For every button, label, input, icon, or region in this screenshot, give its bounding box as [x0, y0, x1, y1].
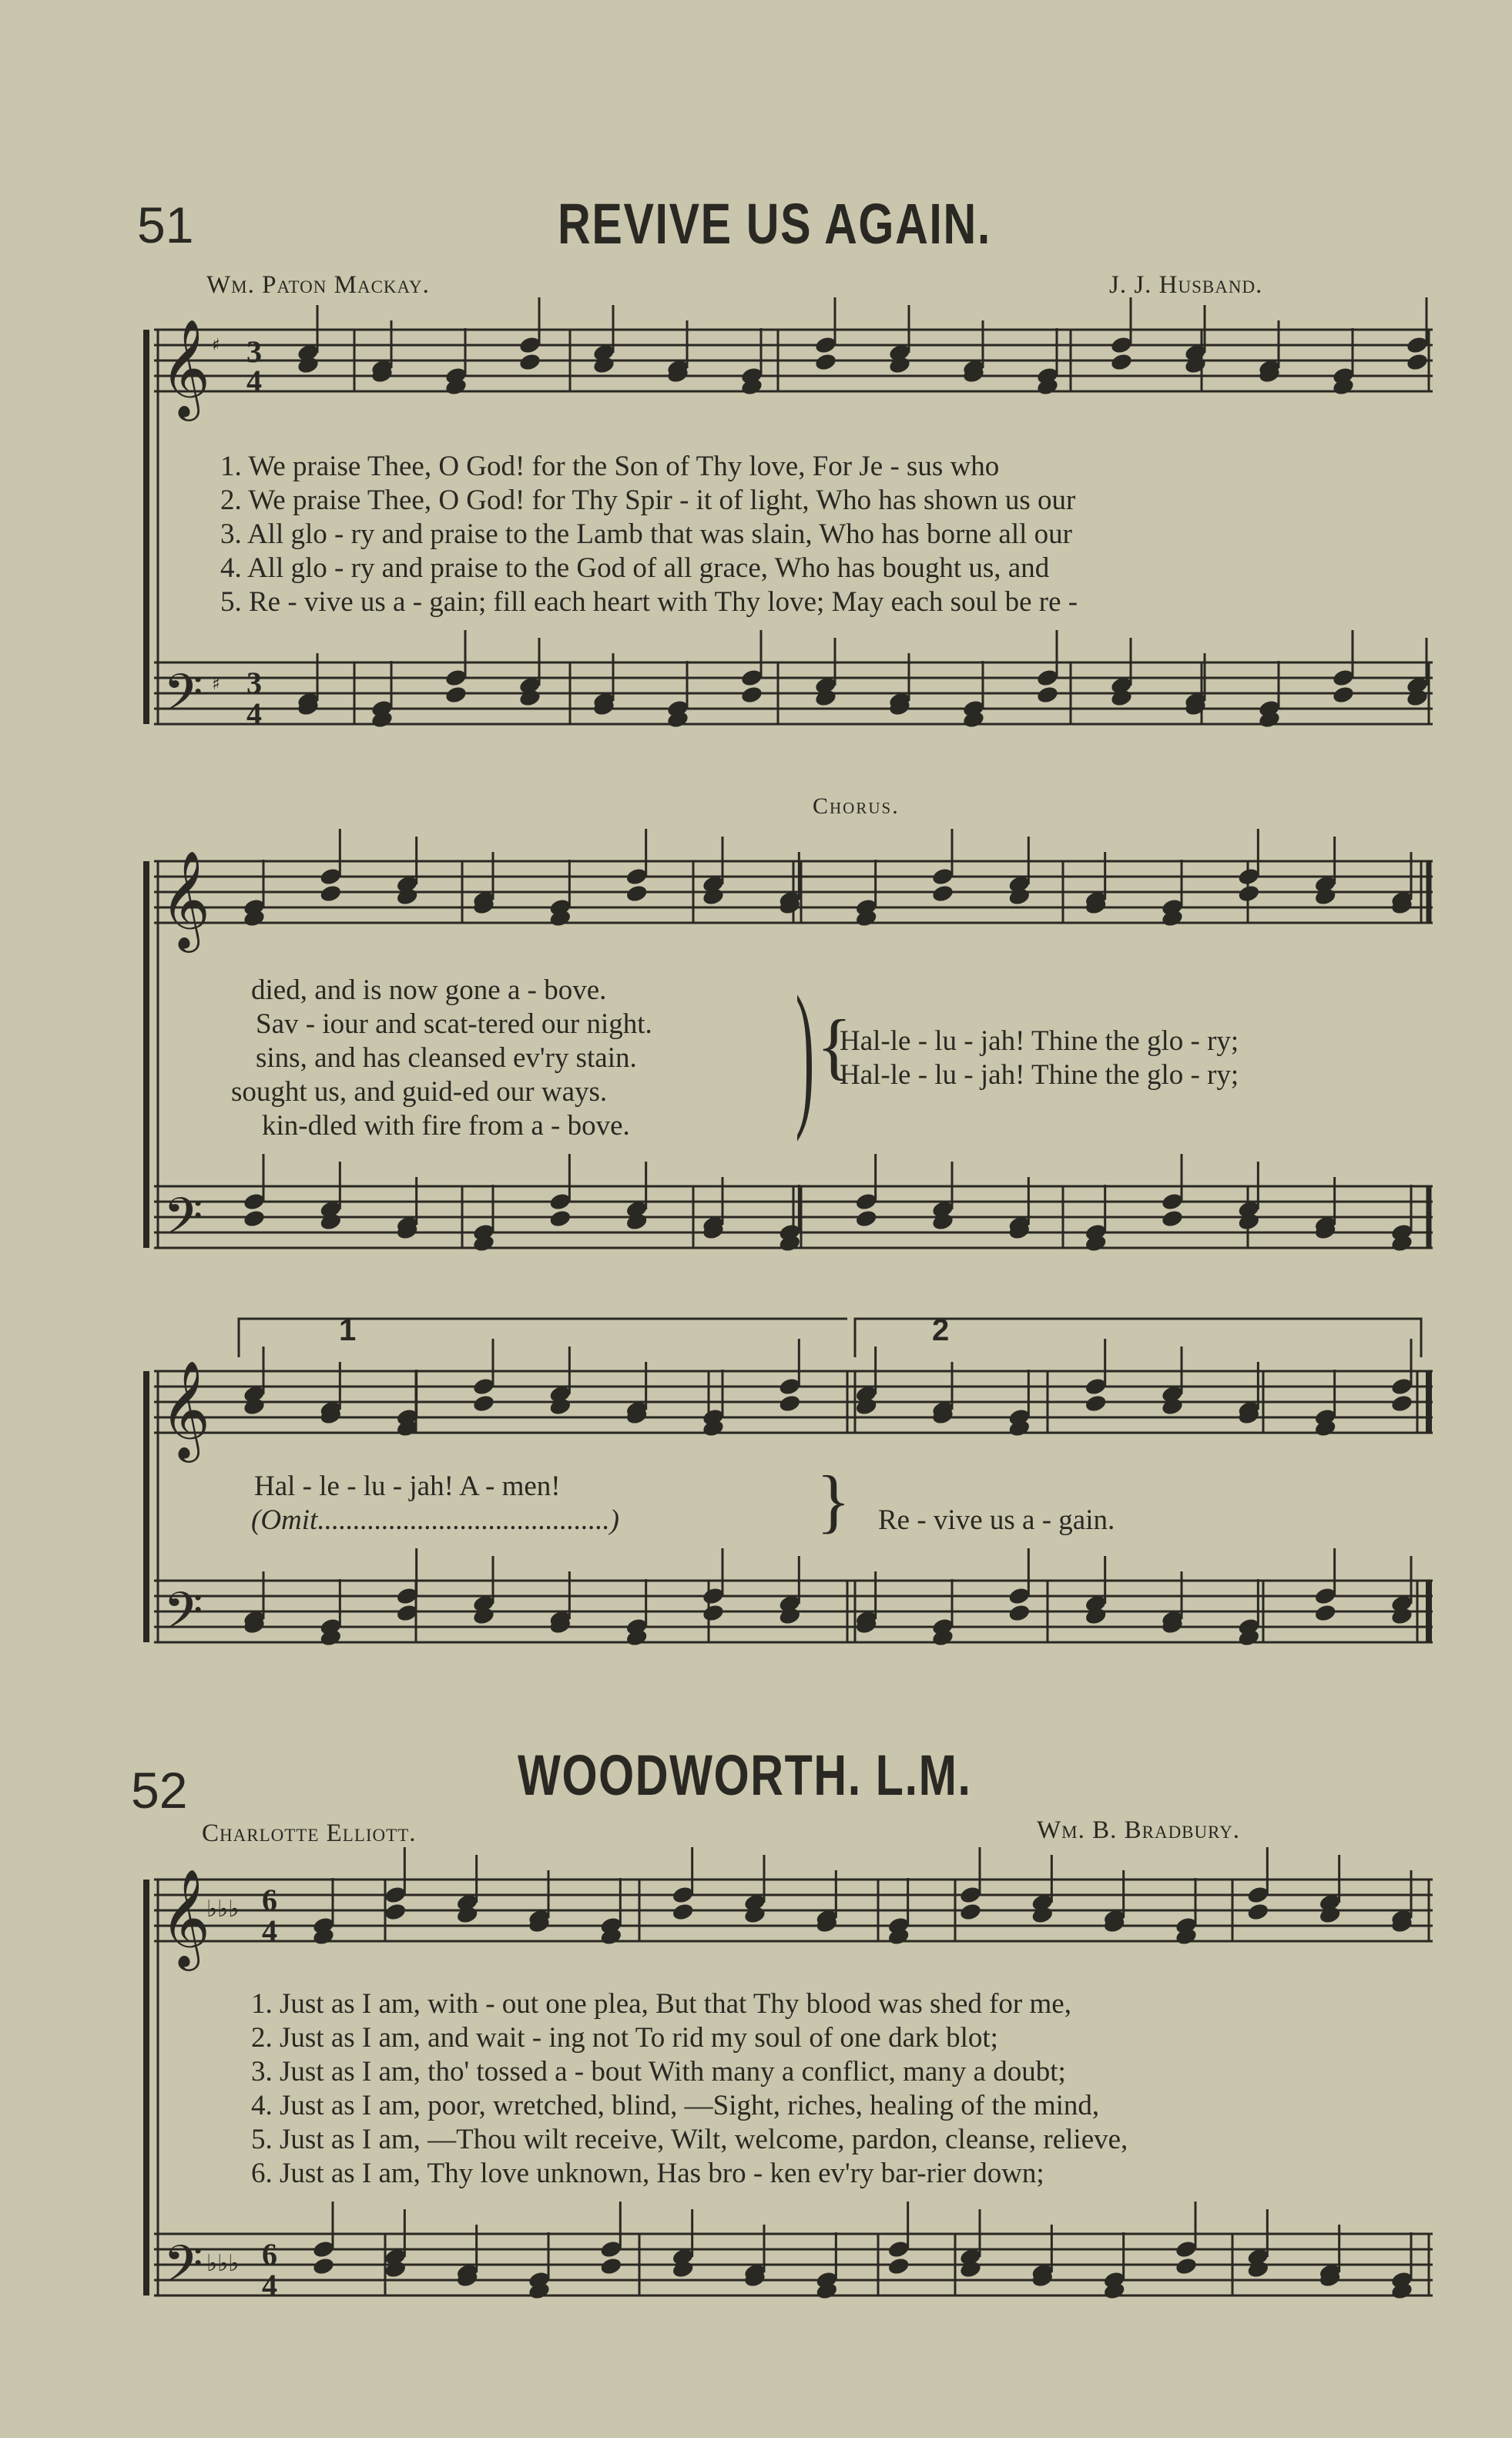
verse-3: 3. Just as I am, tho' tossed a - bout With many a conflict, many a doubt;	[251, 2056, 1066, 2088]
note-head	[743, 1905, 767, 1925]
note-head	[1406, 688, 1430, 708]
chorus-brace: {	[816, 1004, 853, 1087]
note-head	[518, 688, 542, 708]
note-head	[1332, 685, 1356, 705]
staff-bass-4	[154, 2234, 1433, 2295]
note-head	[319, 1212, 343, 1232]
verse-5: 5. Just as I am, —Thou wilt receive, Wilt, welcome, pardon, cleanse, relieve,	[251, 2124, 1128, 2155]
bass-clef-icon: 𝄢	[163, 663, 203, 735]
note-head	[888, 355, 912, 375]
hymn-composer: J. J. Husband.	[1109, 271, 1263, 299]
verse-3: 3. All glo - ry and praise to the Lamb that was slain, Who has borne all our	[220, 518, 1072, 550]
verse-ending-4: sought us, and guid-ed our ways.	[231, 1076, 608, 1108]
note-head	[702, 887, 726, 907]
svg-text:3: 3	[246, 666, 262, 700]
note-head	[472, 1606, 496, 1626]
note-head	[592, 355, 616, 375]
flat-icon: ♭♭♭	[206, 2250, 240, 2277]
note-head	[384, 1902, 407, 1922]
note-head	[395, 887, 419, 907]
bass-clef-icon: 𝄢	[163, 1187, 203, 1259]
note-head	[1036, 685, 1060, 705]
note-head	[931, 1212, 955, 1232]
note-head	[1007, 887, 1031, 907]
note-head	[1084, 1606, 1108, 1626]
hymn-number: 52	[131, 1762, 188, 1819]
svg-text:4: 4	[246, 696, 262, 731]
treble-clef-icon: 𝄞	[160, 1868, 211, 1967]
note-head	[1313, 1603, 1337, 1623]
verse-2: 2. We praise Thee, O God! for Thy Spir - it of light, Who has shown us our	[220, 485, 1076, 516]
verse-1: 1. We praise Thee, O God! for the Son of Thy love, For Je - sus who	[220, 451, 1000, 482]
note-head	[1313, 887, 1337, 907]
note-head	[887, 2256, 910, 2276]
note-head	[243, 1209, 267, 1229]
svg-text:6: 6	[262, 2237, 277, 2272]
time-signature: 3	[246, 334, 262, 369]
note-head	[702, 1603, 726, 1623]
svg-text:4: 4	[262, 1913, 277, 1948]
note-head	[931, 884, 955, 904]
note-head	[384, 2259, 407, 2279]
ending-2-label: 2	[932, 1313, 950, 1347]
note-head	[1246, 2259, 1270, 2279]
note-head	[1237, 1212, 1261, 1232]
hymn-number: 51	[137, 196, 194, 253]
note-head	[778, 1393, 802, 1414]
note-head	[814, 352, 838, 372]
treble-clef-icon: 𝄞	[160, 1360, 211, 1458]
note-head	[959, 2259, 983, 2279]
note-head	[297, 355, 320, 375]
note-head	[1406, 352, 1430, 372]
final-line-2: Re - vive us a - gain.	[878, 1504, 1115, 1536]
treble-clef-icon: 𝄞	[160, 318, 211, 417]
bass-clef-icon: 𝄢	[163, 2235, 203, 2306]
hymn-composer: Wm. B. Bradbury.	[1037, 1816, 1241, 1844]
verse-2: 2. Just as I am, and wait - ing not To rid my soul of one dark blot;	[251, 2022, 998, 2054]
hymn-title: WOODWORTH. L.M.	[518, 1743, 972, 1807]
note-head	[1175, 2256, 1199, 2276]
note-head	[740, 685, 764, 705]
note-head	[1161, 1397, 1185, 1417]
verse-5: 5. Re - vive us a - gain; fill each heart with Thy love; May each soul be re -	[220, 586, 1078, 618]
note-head	[444, 685, 468, 705]
note-head	[1161, 1209, 1185, 1229]
note-head	[1084, 1393, 1108, 1414]
note-head	[959, 1902, 983, 1922]
chorus-line-2: Hal-le - lu - jah! Thine the glo - ry;	[840, 1059, 1239, 1091]
note-head	[854, 1209, 878, 1229]
chorus-label: Chorus.	[813, 793, 900, 819]
verse-6: 6. Just as I am, Thy love unknown, Has bro - ken ev'ry bar-rier down;	[251, 2158, 1044, 2189]
verse-ending-3: sins, and has cleansed ev'ry stain.	[256, 1042, 637, 1074]
note-head	[599, 2256, 623, 2276]
sharp-icon: ♯	[212, 675, 220, 694]
note-head	[1390, 1606, 1414, 1626]
note-head	[671, 2259, 695, 2279]
note-head	[625, 1212, 649, 1232]
final-line-1: Hal - le - lu - jah! A - men!	[254, 1471, 561, 1502]
svg-text:6: 6	[262, 1883, 277, 1917]
hymn-author: Charlotte Elliott.	[202, 1819, 417, 1847]
bass-clef-icon: 𝄢	[163, 1581, 203, 1653]
staff-treble-1	[154, 330, 1433, 391]
note-head	[854, 1397, 878, 1417]
note-head	[1390, 1393, 1414, 1414]
flat-icon: ♭♭♭	[206, 1896, 240, 1923]
note-head	[1031, 1905, 1054, 1925]
note-head	[518, 352, 542, 372]
svg-text:4: 4	[262, 2268, 277, 2302]
final-brace: }	[816, 1461, 851, 1540]
note-head	[671, 1902, 695, 1922]
note-head	[814, 688, 838, 708]
note-head	[1007, 1603, 1031, 1623]
verse-1: 1. Just as I am, with - out one plea, But that Thy blood was shed for me,	[251, 1988, 1071, 2020]
note-head	[548, 1397, 572, 1417]
staff-bass-1	[154, 662, 1433, 724]
note-head	[312, 2256, 336, 2276]
note-head	[1318, 1905, 1342, 1925]
note-head	[548, 1209, 572, 1229]
note-head	[243, 1397, 267, 1417]
note-head	[1184, 355, 1208, 375]
note-head	[455, 1905, 479, 1925]
verse-4: 4. All glo - ry and praise to the God of all grace, Who has bought us, and	[220, 552, 1050, 584]
hymn-author: Wm. Paton Mackay.	[206, 271, 430, 299]
note-head	[625, 884, 649, 904]
staff-treble-4	[154, 1880, 1433, 1941]
note-head	[319, 884, 343, 904]
sharp-icon: ♯	[212, 336, 220, 355]
chorus-line-1: Hal-le - lu - jah! Thine the glo - ry;	[840, 1025, 1239, 1057]
treble-clef-icon: 𝄞	[160, 850, 211, 948]
verse-brace: )	[795, 964, 815, 1142]
verse-4: 4. Just as I am, poor, wretched, blind, —Sight, riches, healing of the mind,	[251, 2090, 1100, 2121]
note-head	[1110, 688, 1134, 708]
verse-ending-5: kin-dled with fire from a - bove.	[262, 1110, 630, 1142]
ending-1-label: 1	[339, 1313, 357, 1347]
note-head	[472, 1393, 496, 1414]
verse-ending-2: Sav - iour and scat-tered our night.	[256, 1008, 652, 1040]
note-head	[1246, 1902, 1270, 1922]
verse-ending-1: died, and is now gone a - bove.	[251, 974, 607, 1006]
note-head	[1237, 884, 1261, 904]
note-head	[778, 1606, 802, 1626]
hymn-title: REVIVE US AGAIN.	[558, 192, 991, 256]
svg-text:4: 4	[246, 364, 262, 398]
note-head	[1110, 352, 1134, 372]
final-omit: (Omit.........................................)	[251, 1504, 619, 1536]
